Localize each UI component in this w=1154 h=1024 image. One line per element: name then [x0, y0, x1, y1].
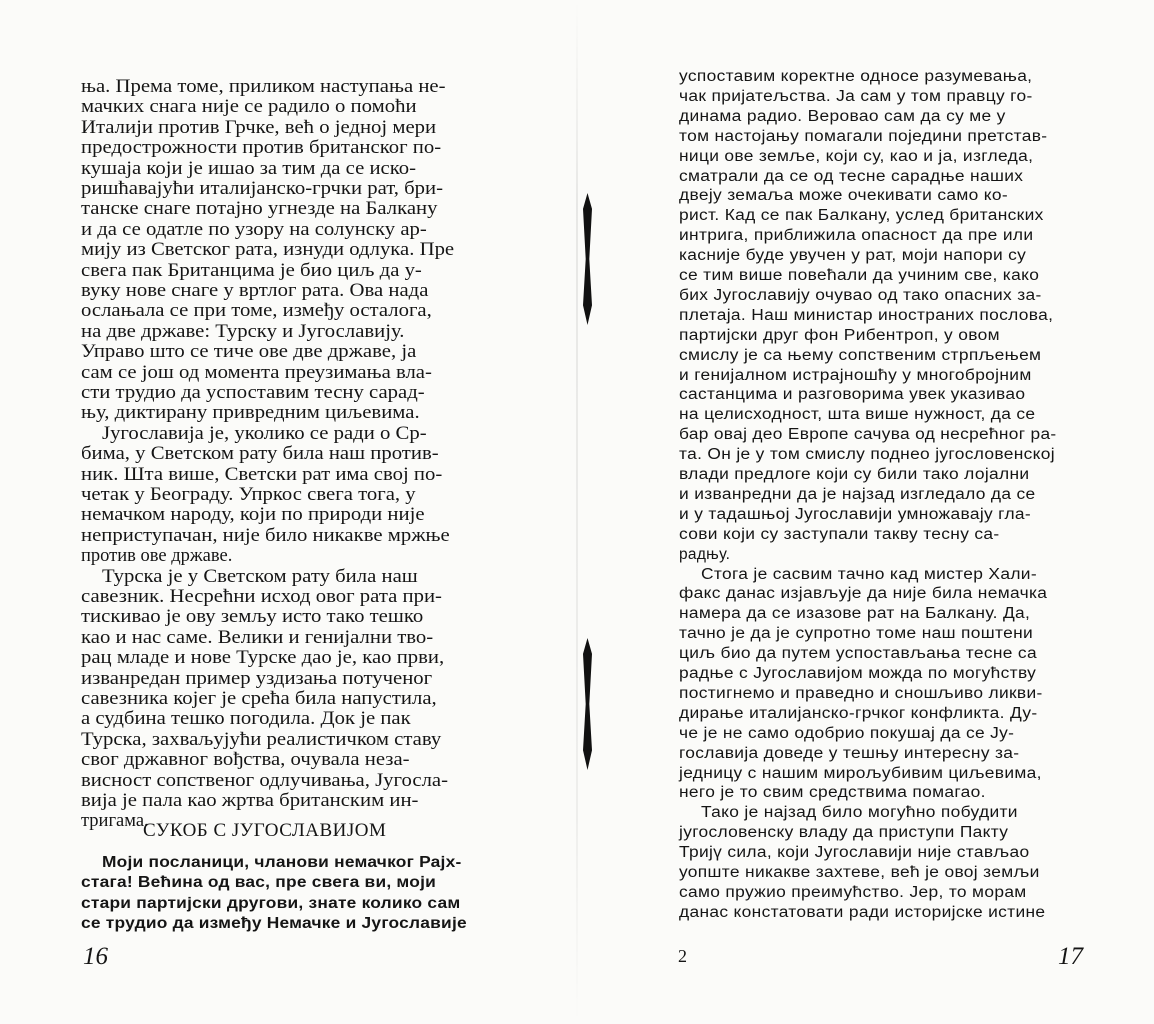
- text-line: успоставим коректне односе разумевања,: [679, 68, 1033, 85]
- page-number-left: 16: [83, 943, 108, 970]
- text-line: данас констатовати ради историјске истине: [679, 903, 1046, 921]
- text-line: уопште никакве захтеве, већ је овој земљи: [679, 864, 1040, 881]
- text-line: дирање италијанско-грчког конфликта. Ду-: [679, 704, 1038, 722]
- text-line: као и нас саме. Велики и генијални тво-: [81, 627, 434, 648]
- text-line: на две државе: Турску и Југославију.: [81, 321, 405, 342]
- text-line: вуку нове снаге у вртлог рата. Ова нада: [81, 281, 429, 301]
- text-line: и генијалном истрајношћу у многобројним: [679, 366, 1032, 384]
- text-line: Стога је сасвим тачно кад мистер Хали-: [701, 565, 1037, 583]
- text-line: Моји посланици, чланови немачког Рајх-: [102, 854, 462, 871]
- text-line: се тим више повећали да учиним све, како: [679, 267, 1040, 284]
- text-line: радње с Југославијом можда по могућству: [679, 665, 1037, 682]
- text-line: гославија доведе у тешњу интересну за-: [679, 744, 1020, 762]
- text-line: бар овај део Европе сачува од несрећног ра-: [679, 426, 1057, 444]
- text-line: двеју земаља може очекивати само ко-: [679, 187, 1008, 205]
- text-line: интрига, приближила опасност да пре или: [679, 227, 1034, 245]
- text-line: четак у Београду. Упркос свега тога, у: [81, 485, 416, 505]
- text-line: сти трудио да успоставим тесну сарад-: [81, 383, 425, 403]
- text-line: састанцима и разговорима увек указивао: [679, 386, 1026, 404]
- text-line: немачком народу, који по природи није: [81, 505, 425, 526]
- text-line: на целисходност, шта више нужност, да се: [679, 406, 1036, 424]
- text-line: постигнемо и праведно и сношљиво ликви-: [679, 684, 1043, 702]
- text-line: рац младе и нове Турске дао је, као први,: [81, 648, 445, 669]
- text-line: ослањала се при томе, између осталога,: [81, 301, 432, 322]
- text-line: мачких снага није се радило о помоћи: [81, 97, 417, 118]
- text-line: касније буде увучен у рат, моји напори су: [679, 247, 1027, 265]
- text-line: та. Он је у том смислу поднео југословенској: [679, 446, 1055, 464]
- text-line: ришћавајући италијанско-грчки рат, бри-: [81, 179, 444, 199]
- text-line: ници ове земље, који су, као и ја, изгледа,: [679, 147, 1034, 165]
- text-line: савезник. Несрећни исход овог рата при-: [81, 587, 442, 607]
- text-line: и да се одатле по узору на солунску ар-: [81, 219, 427, 240]
- text-line: радњу.: [679, 545, 731, 563]
- text-line: плетаја. Наш министар иностраних послова,: [679, 306, 1054, 324]
- text-line: динама радио. Веровао сам да су ме у: [679, 107, 1006, 125]
- text-line: висност сопственог одлучивања, Југосла-: [81, 770, 449, 791]
- text-line: ња. Према томе, приликом наступања не-: [81, 77, 446, 97]
- text-line: и изванредни да је најзад изгледало да се: [679, 485, 1036, 503]
- text-line: него је то свим средствима помагао.: [679, 784, 986, 802]
- text-line: Турска, захваљујући реалистичком ставу: [81, 729, 442, 750]
- text-line: партијски друг фон Рибентроп, у овом: [679, 326, 1000, 344]
- text-line: Југославија је, уколико се ради о Ср-: [102, 423, 427, 444]
- right-page: [577, 0, 1154, 1024]
- text-line: танске снаге потајно угнезде на Балкану: [81, 199, 438, 220]
- text-line: стари партијски другови, знате колико сам: [81, 894, 461, 912]
- text-line: свега пак Британцима је био циљ да у-: [81, 260, 422, 281]
- text-line: изванредан пример уздизања потученог: [81, 668, 433, 689]
- text-line: тачно је да је супротно томе наш поштени: [679, 625, 1034, 643]
- text-line: сам се још од момента преузимања вла-: [81, 362, 432, 383]
- text-line: се трудио да између Немачке и Југославије: [81, 915, 467, 933]
- text-line: ник. Шта више, Светски рат има свој по-: [81, 464, 443, 485]
- text-line: а судбина тешко погодила. Док је пак: [81, 709, 411, 730]
- text-line: факс данас изјављује да није била немачка: [679, 585, 1048, 603]
- signature-mark: 2: [678, 946, 687, 966]
- text-line: Управо што се тиче ове две државе, ја: [81, 342, 417, 363]
- text-line: че је не само одобрио покушај да се Ју-: [679, 724, 1015, 742]
- text-line: том настојању помагали поједини претстав-: [679, 127, 1048, 145]
- text-line: неприступачан, није било никакве мржње: [81, 525, 450, 546]
- section-heading: СУКОБ С ЈУГОСЛАВИЈОМ: [143, 820, 387, 841]
- text-line: савезника којег је срећа била напустила,: [81, 689, 437, 709]
- text-line: намера да се изазове рат на Балкану. Да,: [679, 605, 1031, 623]
- text-line: Тријү сила, који Југославији није стављао: [679, 844, 1030, 862]
- text-line: једницу с нашим мирољубивим циљевима,: [679, 764, 1042, 782]
- text-line: предострожности против британског по-: [81, 138, 442, 159]
- page-number-right: 17: [1058, 943, 1083, 970]
- text-line: тискивао је ову земљу исто тако тешко: [81, 607, 424, 628]
- text-line: вија је пала као жртва британским ин-: [81, 791, 419, 811]
- text-line: сови који су заступали такву тесну са-: [679, 525, 1000, 543]
- text-line: чак пријатељства. Ја сам у том правцу го-: [679, 87, 1033, 105]
- text-line: само пружио преимућство. Јер, то морам: [679, 883, 1027, 901]
- text-line: смислу је са њему сопственим стрпљењем: [679, 346, 1042, 364]
- text-line: Турска је у Светском рату била наш: [102, 566, 418, 587]
- text-line: бих Југославију очувао од тако опасних за-: [679, 286, 1042, 304]
- text-line: стага! Већина од вас, пре свега ви, моји: [81, 874, 437, 892]
- text-line: против ове државе.: [81, 546, 233, 567]
- text-line: сматрали да се од тесне сарадње наших: [679, 167, 1024, 185]
- text-line: рист. Кад се пак Балкану, услед британских: [679, 207, 1044, 225]
- text-line: и у тадашњој Југославији умножавају гла-: [679, 505, 1032, 523]
- text-line: њу, диктирану привредним циљевима.: [81, 403, 420, 424]
- text-line: влади предлоге који су били тако лојални: [679, 466, 1030, 483]
- text-line: мију из Светског рата, изнуди одлука. Пре: [81, 240, 455, 261]
- text-line: Тако је најзад било могућно побудити: [701, 804, 1018, 822]
- text-line: тригама.: [81, 811, 149, 832]
- text-line: циљ био да путем успостављања тесне са: [679, 645, 1037, 663]
- text-line: свог државног вођства, очувала неза-: [81, 750, 410, 771]
- text-line: бима, у Светском рату била наш против-: [81, 444, 439, 465]
- text-line: Италији против Грчке, већ о једној мери: [81, 117, 437, 138]
- text-line: југословенску владу да приступи Пакту: [679, 824, 1009, 842]
- text-line: кушаја који је ишао за тим да се иско-: [81, 158, 417, 179]
